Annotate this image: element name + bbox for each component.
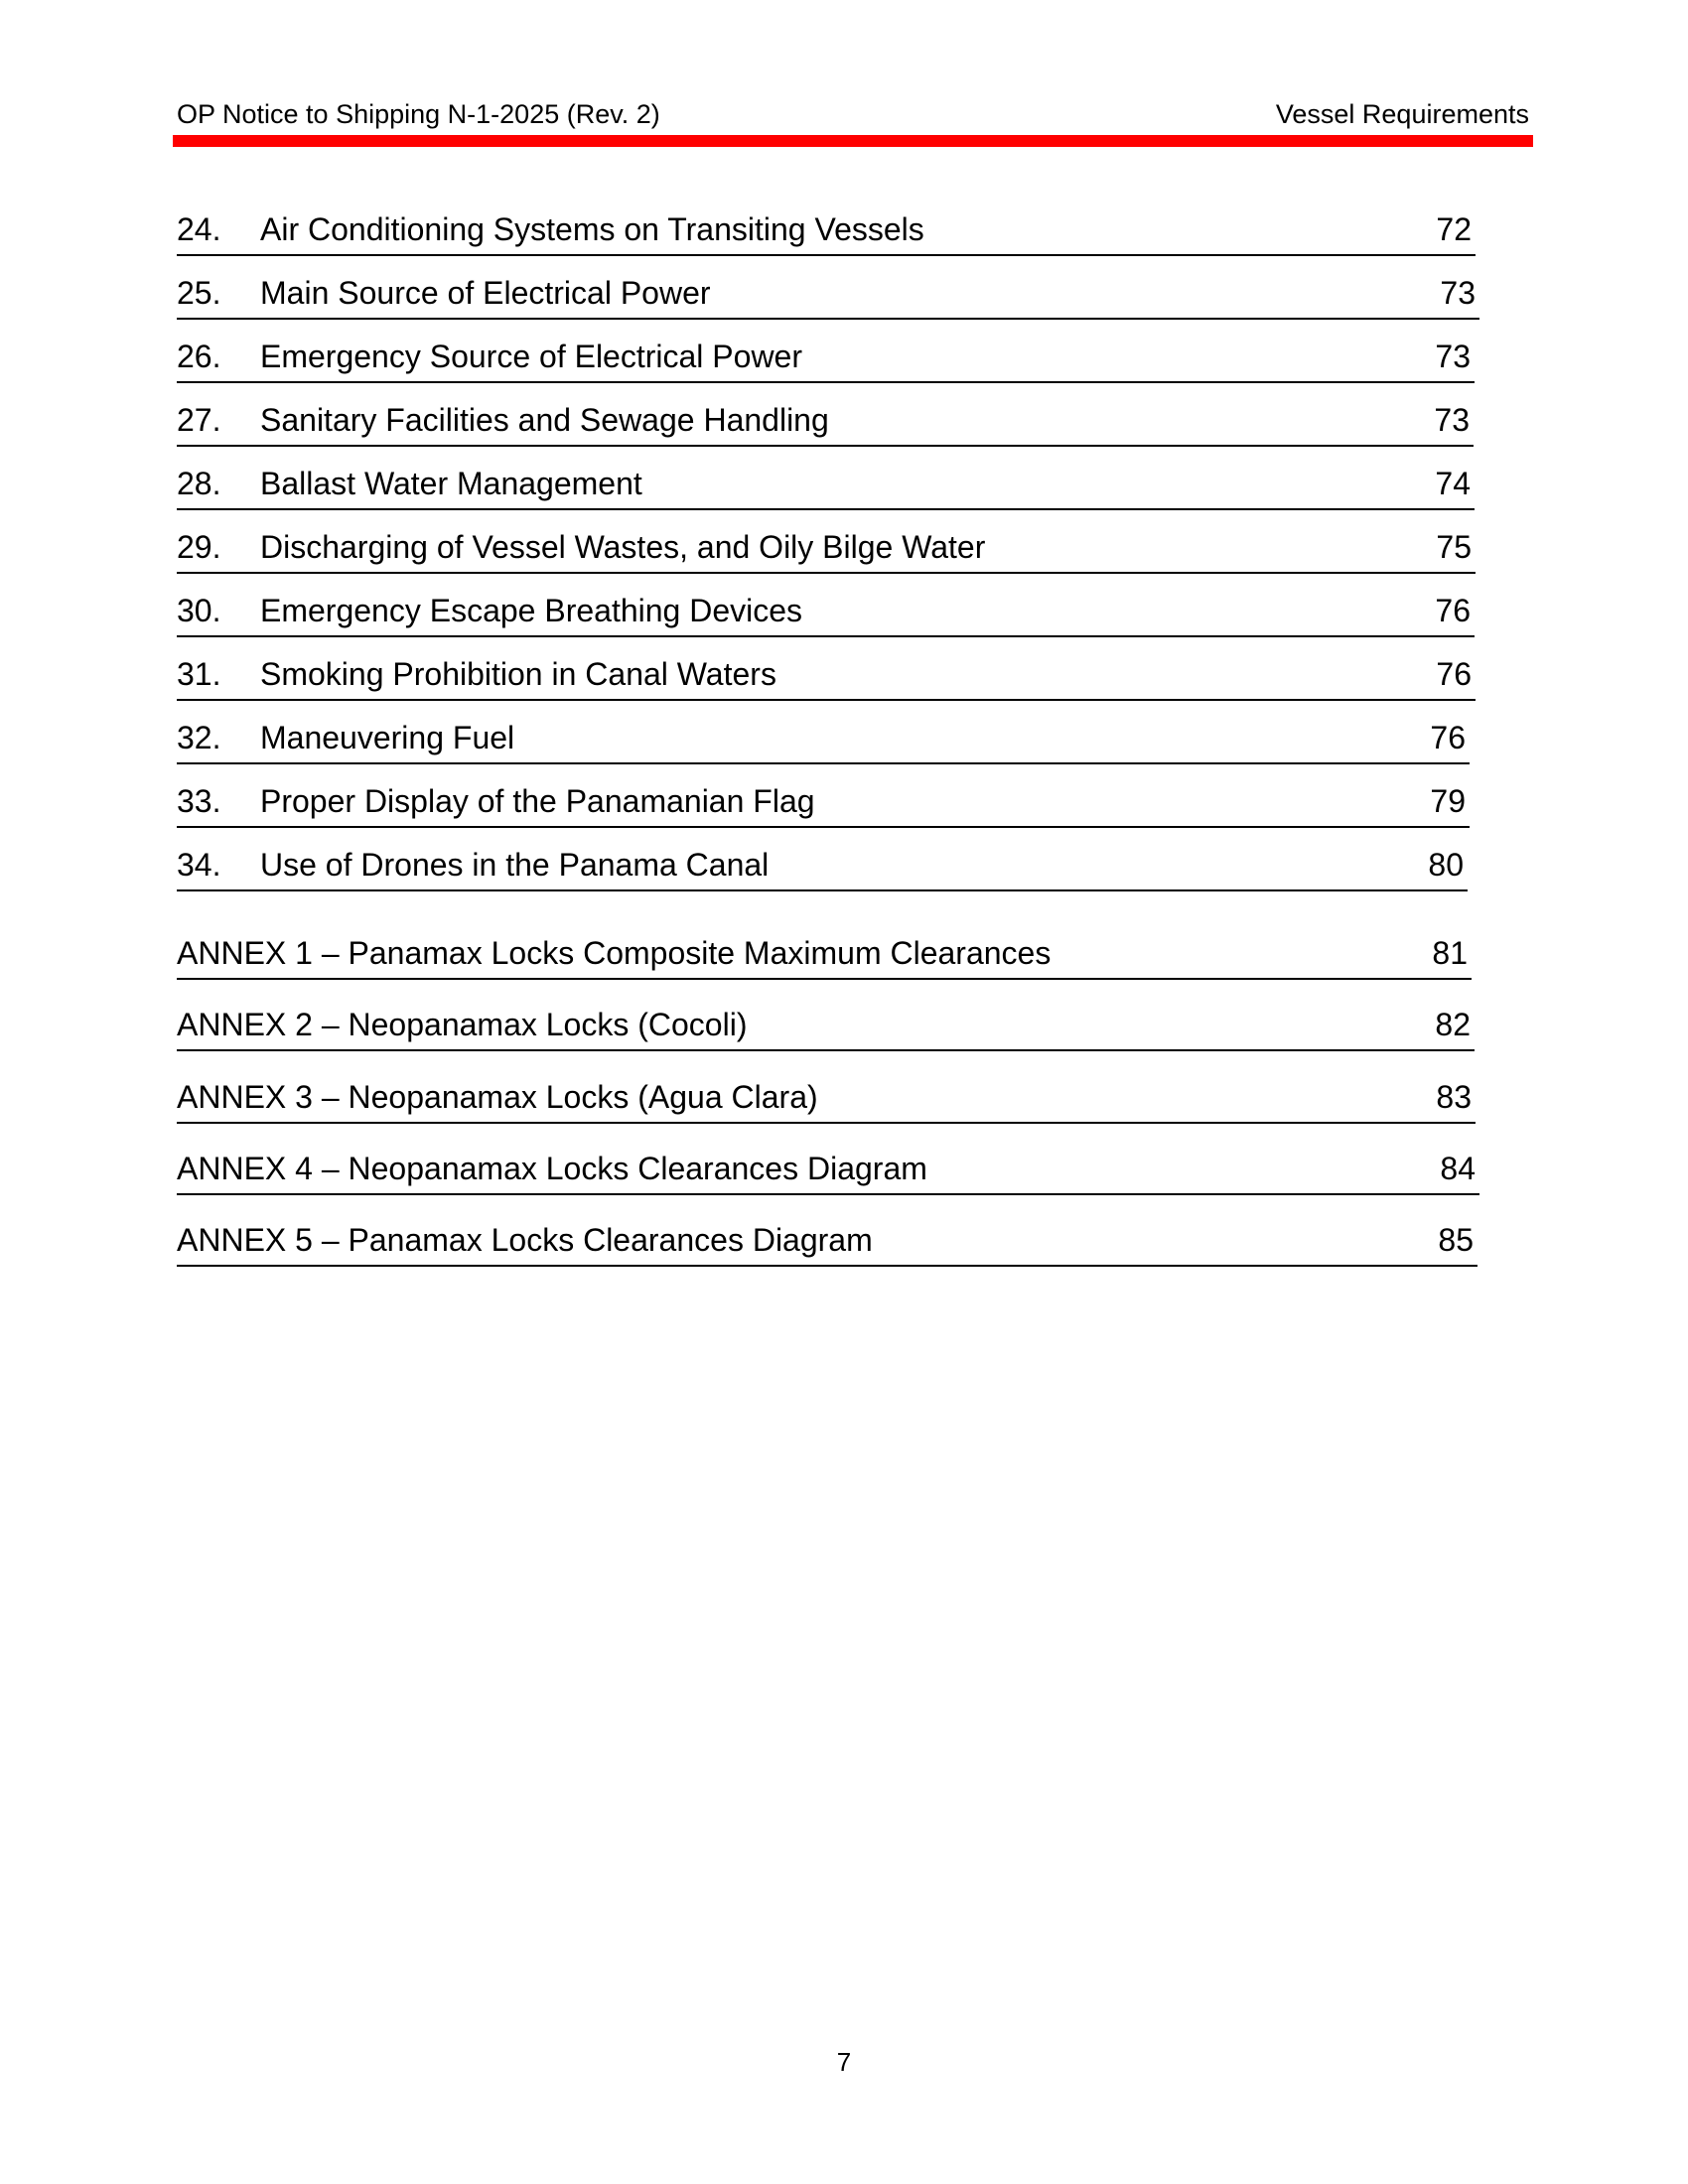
toc-entry-page: 73 [1435,339,1471,374]
toc-entry-28[interactable] [177,465,1475,510]
toc-entry-number: 28. [177,466,221,501]
toc-annex-title: ANNEX 1 – Panamax Locks Composite Maximum Clearances [177,935,1052,971]
toc-annex-page: 85 [1438,1222,1474,1258]
toc-entry-number: 30. [177,593,221,628]
toc-entry-31[interactable] [177,655,1476,701]
toc-entry-number: 25. [177,275,221,311]
toc-entry-page: 73 [1440,275,1476,311]
toc-entry-title: Use of Drones in the Panama Canal [260,847,770,883]
toc-entry-24[interactable] [177,210,1476,256]
header-document-title: OP Notice to Shipping N-1-2025 (Rev. 2) [177,99,660,129]
toc-entry-number: 29. [177,529,221,565]
toc-annex-2[interactable] [177,1006,1475,1051]
toc-annex-1[interactable] [177,934,1472,980]
toc-entry-page: 76 [1430,720,1466,755]
toc-entry-number: 27. [177,402,221,438]
toc-annex-3[interactable] [177,1078,1476,1124]
toc-annex-page: 84 [1440,1151,1476,1186]
toc-entry-number: 32. [177,720,221,755]
toc-annex-4[interactable] [177,1150,1479,1195]
toc-annex-page: 81 [1432,935,1468,971]
toc-entry-number: 31. [177,656,221,692]
header-red-rule [173,135,1533,147]
toc-entry-page: 79 [1430,783,1466,819]
toc-entry-number: 24. [177,211,221,247]
toc-entry-page: 73 [1434,402,1470,438]
toc-entry-29[interactable] [177,528,1476,574]
toc-entry-title: Air Conditioning Systems on Transiting Vessels [260,211,924,247]
page-number: 7 [836,2047,852,2077]
toc-entry-27[interactable] [177,401,1474,447]
toc-entry-32[interactable] [177,719,1470,764]
toc-entry-title: Smoking Prohibition in Canal Waters [260,656,776,692]
toc-entry-33[interactable] [177,782,1470,828]
header-section-title: Vessel Requirements [1275,99,1529,129]
toc-entry-34[interactable] [177,846,1468,891]
toc-entry-title: Discharging of Vessel Wastes, and Oily Bilge Water [260,529,986,565]
toc-entry-page: 75 [1436,529,1472,565]
toc-annex-5[interactable] [177,1221,1477,1267]
toc-entry-title: Proper Display of the Panamanian Flag [260,783,815,819]
toc-annex-title: ANNEX 3 – Neopanamax Locks (Agua Clara) [177,1079,818,1115]
toc-entry-title: Emergency Escape Breathing Devices [260,593,803,628]
toc-entry-number: 26. [177,339,221,374]
toc-entry-25[interactable] [177,274,1479,320]
toc-annex-title: ANNEX 4 – Neopanamax Locks Clearances Diagram [177,1151,927,1186]
toc-entry-title: Sanitary Facilities and Sewage Handling [260,402,829,438]
toc-annex-title: ANNEX 5 – Panamax Locks Clearances Diagram [177,1222,873,1258]
page-header [177,95,1529,135]
toc-entry-page: 74 [1435,466,1471,501]
toc-entry-title: Main Source of Electrical Power [260,275,711,311]
toc-entry-30[interactable] [177,592,1475,637]
toc-entry-page: 80 [1428,847,1464,883]
toc-entry-title: Maneuvering Fuel [260,720,515,755]
toc-entry-title: Emergency Source of Electrical Power [260,339,802,374]
toc-entry-page: 76 [1436,656,1472,692]
toc-entry-page: 76 [1435,593,1471,628]
toc-entry-page: 72 [1436,211,1472,247]
toc-annex-title: ANNEX 2 – Neopanamax Locks (Cocoli) [177,1007,748,1042]
toc-entry-number: 33. [177,783,221,819]
toc-entry-number: 34. [177,847,221,883]
toc-entry-title: Ballast Water Management [260,466,642,501]
toc-entry-26[interactable] [177,338,1475,383]
toc-annex-page: 83 [1436,1079,1472,1115]
toc-annex-page: 82 [1435,1007,1471,1042]
